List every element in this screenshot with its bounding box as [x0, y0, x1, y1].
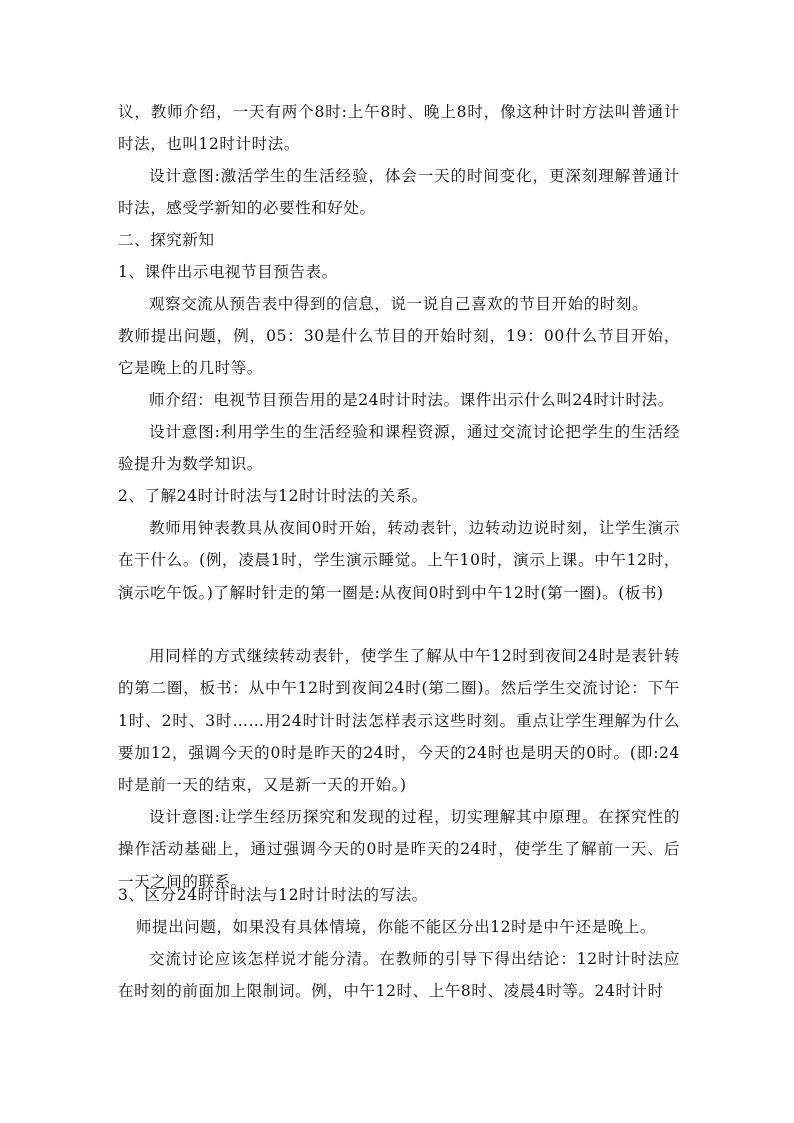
- step-heading-3: 3、区分24时计时法与12时计时法的写法。: [118, 886, 428, 904]
- paragraph-clock-first-round: 教师用钟表教具从夜间0时开始，转动表针，边转动边说时刻，让学生演示在干什么。(例，凌晨1时，学生演示睡觉。上午10时，演示上课。中午12时，演示吃午饭。)了解时针走的第一圈是:从夜间0时到中午12时(第一圈)。(板书): [118, 519, 680, 602]
- step-heading-1: 1、课件出示电视节目预告表。: [118, 263, 338, 281]
- paragraph-discussion-conclusion: 交流讨论应该怎样说才能分清。在教师的引导下得出结论：12时计时法应在时刻的前面加上限制词。例，中午12时、上午8时、凌晨4时等。24时计时: [118, 950, 680, 1001]
- paragraph-design-intent-2: 设计意图:利用学生的生活经验和课程资源，通过交流讨论把学生的生活经验提升为数学知识。: [118, 423, 680, 474]
- paragraph-observe: 观察交流从预告表中得到的信息，说一说自己喜欢的节目开始的时刻。: [149, 295, 649, 313]
- paragraph-design-intent-1: 设计意图:激活学生的生活经验，体会一天的时间变化，更深刻理解普通计时法，感受学新知的必要性和好处。: [118, 167, 680, 218]
- paragraph-teacher-question: 教师提出问题，例，05：30是什么节目的开始时刻，19：00什么节目开始，它是晚上的几时等。: [118, 327, 680, 378]
- paragraph-teacher-intro: 师介绍：电视节目预告用的是24时计时法。课件出示什么叫24时计时法。: [149, 391, 674, 409]
- paragraph-teacher-question-2: 师提出问题，如果没有具体情境，你能不能区分出12时是中午还是晚上。: [136, 918, 657, 936]
- paragraph-intro-continued: 议，教师介绍，一天有两个8时:上午8时、晚上8时，像这种计时方法叫普通计时法，也叫12时计时法。: [118, 103, 680, 154]
- paragraph-clock-second-round: 用同样的方式继续转动表针，使学生了解从中午12时到夜间24时是表针转的第二圈，板书：从中午12时到夜间24时(第二圈)。然后学生交流讨论：下午1时、2时、3时……用24时计时法怎样表示这些时刻。重点让学生理解为什么要加12，强调今天的0时是昨天的24时，今天的24时也是明天的0时。(即:24时是前一天的结束，又是新一天的开始。): [118, 647, 680, 795]
- step-heading-2: 2、了解24时计时法与12时计时法的关系。: [118, 487, 428, 505]
- paragraph-design-intent-3: 设计意图:让学生经历探究和发现的过程，切实理解其中原理。在探究性的操作活动基础上，通过强调今天的0时是昨天的24时，使学生了解前一天、后一天之间的联系。: [118, 808, 680, 891]
- section-heading-explore: 二、探究新知: [118, 231, 215, 249]
